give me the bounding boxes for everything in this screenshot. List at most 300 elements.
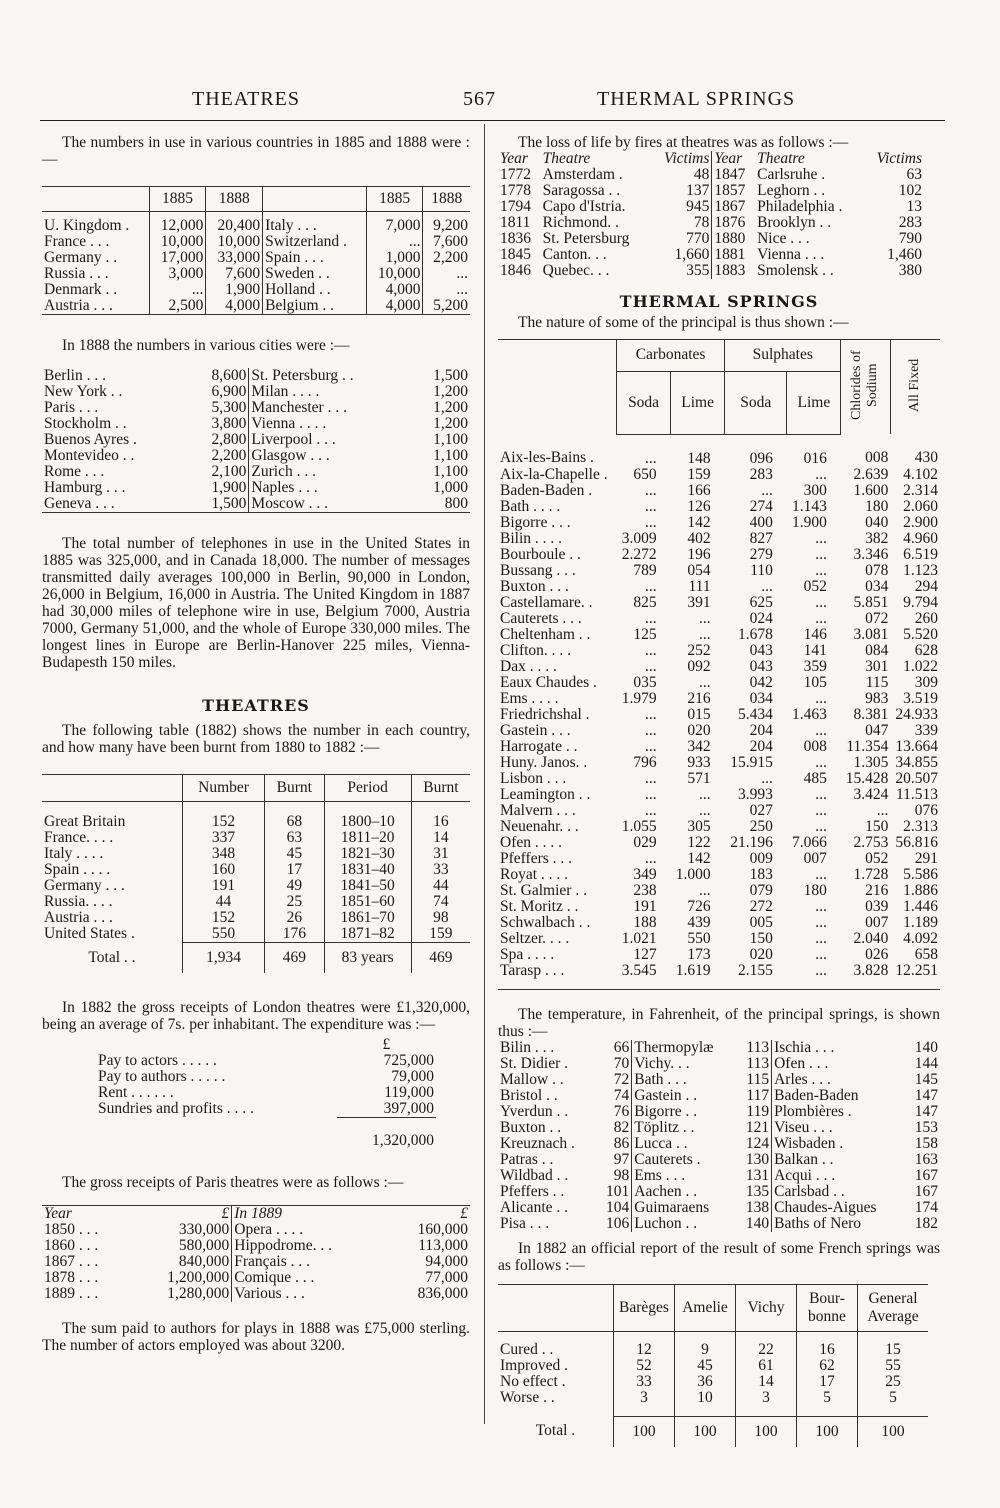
table-cell: 024: [749, 609, 773, 627]
table-cell: 789: [633, 561, 657, 579]
total-row: [498, 1416, 928, 1447]
table-row: [42, 234, 470, 250]
table-cell: [42, 187, 149, 212]
intro-cities: In 1888 the numbers in various cities were :—: [62, 337, 350, 354]
table-cell: 20,400: [206, 212, 263, 235]
running-head-left: THEATRES: [192, 88, 300, 110]
column-header: Burnt: [265, 775, 324, 802]
table-row: [498, 739, 940, 755]
table-cell: 035: [633, 673, 657, 691]
table-cell: Liverpool . . .: [249, 432, 411, 448]
table-cell: 159: [687, 465, 711, 483]
table-cell: St. Didier .: [500, 1054, 569, 1072]
table-cell: Belgium . .: [263, 298, 367, 315]
table-cell: 005: [749, 913, 773, 931]
table-cell: Switzerland .: [263, 234, 367, 250]
table-cell: 117: [746, 1086, 770, 1104]
table-cell: Glasgow . . .: [249, 448, 411, 464]
table-cell: Manchester . . .: [249, 400, 411, 416]
table-cell: 836,000: [417, 1285, 468, 1302]
table-cell: ...: [644, 737, 657, 755]
table-row: [42, 496, 470, 513]
table-cell: Spain . . .: [263, 250, 367, 266]
table-cell: 1.189: [903, 913, 938, 931]
chlorides-header: Chlorides of Sodium: [848, 350, 880, 420]
total-row: [96, 1118, 436, 1159]
table-row: [42, 448, 470, 464]
total-cell: 469: [411, 943, 470, 974]
table-row: [498, 231, 924, 247]
table-cell: 260: [914, 609, 938, 627]
table-row: [498, 247, 924, 263]
column-header: Period: [324, 775, 411, 802]
table-cell: ...: [644, 481, 657, 499]
table-cell: 8,600: [211, 367, 247, 384]
table-cell: 204: [749, 721, 773, 739]
table-cell: 124: [745, 1134, 770, 1152]
table-cell: 1.446: [903, 897, 938, 915]
table-cell: 1851–60: [324, 894, 411, 910]
table-row: [498, 979, 940, 990]
table-cell: Vichy. . .: [632, 1056, 737, 1072]
table-cell: 1.143: [792, 497, 827, 515]
table-cell: 1,500: [211, 495, 247, 512]
table-cell: New York . .: [44, 383, 123, 400]
table-row: [42, 910, 470, 926]
table-header-row: [96, 1037, 436, 1053]
table-cell: Malvern . . .: [500, 801, 576, 819]
table-cell: [96, 1118, 337, 1159]
table-cell: Naples . . .: [249, 480, 411, 496]
table-cell: 5,200: [423, 298, 470, 315]
column-group-header: Carbonates: [617, 340, 725, 372]
table-cell: 1845: [500, 246, 531, 263]
table-cell: Rome . . .: [44, 463, 105, 480]
table-cell: Leghorn . .: [757, 182, 826, 199]
table-cell: 140: [914, 1038, 938, 1056]
table-cell: Moscow . . .: [249, 496, 411, 513]
table-cell: Stockholm . .: [44, 415, 127, 432]
table-cell: Aachen . .: [632, 1184, 737, 1200]
table-cell: 043: [749, 641, 773, 659]
table-cell: 348: [182, 846, 264, 862]
table-cell: 301: [865, 657, 889, 675]
column-header: Theatre: [542, 150, 591, 167]
table-cell: Montevideo . .: [44, 447, 135, 464]
table-cell: Austria . . .: [44, 297, 113, 314]
table-cell: Français . . .: [232, 1254, 388, 1270]
table-cell: 74: [613, 1086, 630, 1104]
table-cell: 56.816: [895, 833, 938, 851]
table-cell: 44: [182, 894, 264, 910]
table-cell: 291: [914, 849, 938, 867]
table-cell: Gastein . . .: [500, 721, 571, 739]
header-rule: [40, 120, 945, 121]
table-cell: 2.314: [903, 481, 938, 499]
table-cell: 5.851: [853, 593, 889, 611]
table-cell: ...: [761, 769, 773, 787]
column-header: [841, 340, 891, 435]
running-head-right: THERMAL SPRINGS: [597, 88, 796, 110]
table-cell: 1.979: [621, 689, 657, 707]
table-cell: 2.639: [853, 465, 889, 483]
table-cell: ...: [698, 785, 711, 803]
table-cell: 4,000: [366, 298, 423, 315]
table-cell: 1871–82: [324, 926, 411, 943]
table-cell: 33: [411, 862, 470, 878]
table-cell: Ofen . . . .: [500, 833, 562, 851]
table-cell: Vienna . . .: [757, 246, 825, 263]
table-cell: 337: [182, 830, 264, 846]
table-cell: 3,000: [149, 266, 206, 282]
table-cell: Pfeffers . . .: [500, 849, 573, 867]
table-cell: 135: [745, 1182, 770, 1200]
table-cell: Cauterets . . .: [500, 609, 582, 627]
table-cell: Thermopylæ: [632, 1040, 737, 1056]
table-row: [498, 1374, 928, 1390]
table-row: [42, 212, 470, 235]
table-row: [498, 199, 924, 215]
table-cell: 2,200: [211, 447, 247, 464]
table-row: [498, 835, 940, 851]
table-cell: 550: [182, 926, 264, 943]
table-cell: 4,000: [206, 298, 263, 315]
table-cell: 1811: [500, 214, 531, 231]
table-cell: 355: [686, 262, 710, 279]
table-cell: 007: [865, 913, 889, 931]
table-cell: [498, 371, 617, 434]
table-cell: 1,200: [433, 415, 468, 432]
table-cell: ...: [149, 282, 206, 298]
table-cell: 342: [687, 737, 711, 755]
table-cell: 127: [633, 945, 657, 963]
table-cell: 1,100: [433, 447, 468, 464]
table-cell: 48: [693, 166, 710, 183]
table-cell: Wisbaden .: [772, 1136, 906, 1152]
table-cell: 1867: [712, 199, 755, 215]
table-row: [42, 368, 470, 384]
table-cell: 62: [797, 1358, 858, 1374]
table-cell: ...: [644, 705, 657, 723]
table-cell: 1.619: [675, 961, 711, 979]
table-cell: 628: [914, 641, 938, 659]
table-cell: ...: [815, 785, 827, 803]
table-cell: 026: [865, 945, 889, 963]
table-row: [498, 1390, 928, 1417]
french-results-table: [498, 1284, 928, 1447]
table-cell: 1.055: [621, 817, 657, 835]
table-cell: 339: [914, 721, 938, 739]
table-cell: Neuenahr. . .: [500, 817, 579, 835]
table-cell: 725,000: [383, 1052, 434, 1069]
table-cell: ...: [815, 817, 827, 835]
table-cell: Eaux Chaudes .: [500, 673, 597, 691]
table-cell: Canton. . .: [542, 246, 607, 263]
paris-table: [42, 1205, 470, 1302]
table-cell: Worse . .: [500, 1388, 555, 1406]
table-row: [498, 1200, 940, 1216]
table-row: [498, 659, 940, 675]
table-row: [42, 846, 470, 862]
table-cell: 70: [613, 1054, 630, 1072]
table-cell: ...: [644, 801, 657, 819]
table-cell: 86: [613, 1134, 630, 1152]
table-cell: Bourboule . .: [500, 545, 581, 563]
table-cell: 274: [749, 497, 773, 515]
table-cell: 650: [633, 465, 657, 483]
table-row: [498, 515, 940, 531]
table-cell: 034: [749, 689, 773, 707]
table-cell: 8.381: [853, 705, 889, 723]
table-cell: Nice . . .: [757, 230, 810, 247]
table-cell: 147: [914, 1086, 938, 1104]
table-cell: 3: [614, 1390, 675, 1417]
intro-countries: The numbers in use in various countries in 1885 and 1888 were :—: [42, 134, 470, 168]
table-row: [42, 464, 470, 480]
table-row: [42, 298, 470, 315]
table-cell: 430: [914, 449, 938, 467]
table-cell: Pay to authors . . . . .: [98, 1068, 226, 1085]
table-row: [42, 432, 470, 448]
table-cell: ...: [815, 561, 827, 579]
table-cell: 142: [687, 513, 711, 531]
table-cell: 020: [687, 721, 711, 739]
table-cell: 294: [914, 577, 938, 595]
table-cell: 1,000: [433, 479, 468, 496]
table-cell: 167: [914, 1182, 938, 1200]
table-cell: 15: [858, 1331, 929, 1358]
column-header: Year: [500, 150, 528, 167]
table-cell: Sweden . .: [263, 266, 367, 282]
table-cell: ...: [815, 721, 827, 739]
table-cell: Tarasp . . .: [500, 961, 565, 979]
burnt-table: [42, 774, 470, 973]
table-cell: 101: [606, 1182, 630, 1200]
table-cell: 7,000: [366, 212, 423, 235]
table-cell: ...: [815, 945, 827, 963]
table-cell: Harrogate . .: [500, 737, 578, 755]
table-cell: Improved .: [500, 1356, 569, 1374]
table-row: [42, 416, 470, 432]
table-cell: Balkan . .: [772, 1152, 906, 1168]
table-cell: 9,200: [423, 212, 470, 235]
table-cell: 4,000: [366, 282, 423, 298]
table-cell: 1.728: [853, 865, 889, 883]
total-cell: Total .: [535, 1422, 576, 1440]
table-cell: 191: [182, 878, 264, 894]
table-row: [42, 250, 470, 266]
table-cell: 173: [687, 945, 711, 963]
table-cell: 009: [749, 849, 773, 867]
table-cell: 9: [675, 1331, 736, 1358]
fires-table: [498, 151, 924, 279]
table-cell: 252: [687, 641, 711, 659]
table-cell: Chaudes-Aigues: [772, 1200, 906, 1216]
table-row: [498, 531, 940, 547]
table-row: [498, 1216, 940, 1232]
table-row: [498, 1072, 940, 1088]
table-row: [498, 803, 940, 819]
table-cell: 33: [614, 1374, 675, 1390]
table-row: [42, 878, 470, 894]
table-cell: Ischia . . .: [772, 1040, 906, 1056]
table-cell: Spa . . . .: [500, 945, 555, 963]
table-cell: 4.960: [903, 529, 938, 547]
table-cell: Richmond. .: [542, 214, 619, 231]
table-cell: 1880: [712, 231, 755, 247]
table-cell: ...: [815, 593, 827, 611]
table-cell: Rent . . . . . .: [98, 1084, 174, 1101]
table-row: [498, 499, 940, 515]
table-row: [498, 1168, 940, 1184]
table-cell: 7,600: [423, 234, 470, 250]
table-cell: 10: [675, 1390, 736, 1417]
temperature-table: [498, 1040, 940, 1232]
table-cell: ...: [644, 641, 657, 659]
table-cell: 382: [865, 529, 889, 547]
table-cell: ...: [423, 282, 470, 298]
cities-table: [42, 368, 470, 513]
table-cell: France. . . .: [44, 829, 114, 846]
table-row: [498, 547, 940, 563]
table-row: [498, 771, 940, 787]
table-cell: ...: [815, 753, 827, 771]
column-header: General Average: [858, 1284, 929, 1331]
table-cell: 283: [749, 465, 773, 483]
table-cell: 3.009: [621, 529, 657, 547]
table-cell: 55: [858, 1358, 929, 1374]
table-cell: 1794: [500, 198, 531, 215]
column-header: In 1889: [232, 1206, 388, 1223]
table-cell: 9.794: [903, 593, 938, 611]
table-cell: France . . .: [44, 233, 110, 250]
table-row: [498, 867, 940, 883]
table-cell: 439: [687, 913, 711, 931]
column-header: 1885: [366, 187, 423, 212]
table-cell: 160: [182, 862, 264, 878]
table-cell: 1778: [500, 182, 531, 199]
table-cell: 1889 . . .: [44, 1285, 99, 1302]
table-row: [498, 723, 940, 739]
table-row: [42, 266, 470, 282]
table-row: [498, 883, 940, 899]
table-cell: 1,500: [433, 367, 468, 384]
table-cell: 1850 . . .: [44, 1221, 99, 1238]
table-cell: 122: [687, 833, 711, 851]
table-cell: Alicante . .: [500, 1198, 569, 1216]
table-cell: ...: [761, 481, 773, 499]
table-cell: 158: [914, 1134, 938, 1152]
table-cell: 1857: [712, 183, 755, 199]
table-row: [498, 183, 924, 199]
table-cell: ...: [761, 577, 773, 595]
table-cell: ...: [815, 465, 827, 483]
total-cell: 100: [675, 1416, 736, 1447]
table-cell: St. Petersburg: [542, 230, 630, 247]
table-cell: 97: [613, 1150, 630, 1168]
table-cell: 279: [749, 545, 773, 563]
table-cell: 1,900: [206, 282, 263, 298]
table-cell: 61: [736, 1358, 797, 1374]
table-header-row: [498, 340, 940, 372]
table-cell: Dax . . . .: [500, 657, 557, 675]
table-cell: United States .: [44, 925, 135, 943]
table-cell: 2,100: [211, 463, 247, 480]
table-cell: Gastein . .: [632, 1088, 737, 1104]
table-row: [96, 1069, 436, 1085]
table-cell: Opera . . . .: [232, 1222, 388, 1238]
table-cell: ...: [815, 897, 827, 915]
table-row: [42, 1238, 470, 1254]
column-header: 1885: [149, 187, 206, 212]
thermal-springs-title: THERMAL SPRINGS: [619, 292, 819, 311]
table-row: [498, 167, 924, 183]
table-cell: 1,460: [887, 246, 922, 263]
table-cell: 1,000: [366, 250, 423, 266]
table-cell: 840,000: [178, 1253, 230, 1270]
table-cell: 1821–30: [324, 846, 411, 862]
table-cell: 148: [687, 449, 711, 467]
table-cell: ...: [815, 865, 827, 883]
table-cell: ...: [644, 449, 657, 467]
table-row: [498, 1331, 928, 1358]
table-cell: [96, 1037, 337, 1053]
table-cell: 5,300: [211, 399, 247, 416]
table-cell: 008: [865, 449, 889, 467]
table-cell: 180: [803, 881, 827, 899]
table-cell: 216: [865, 881, 889, 899]
table-cell: 1.305: [853, 753, 889, 771]
table-row: [42, 400, 470, 416]
table-cell: 7,600: [206, 266, 263, 282]
table-row: [498, 215, 924, 231]
table-cell: 113,000: [418, 1237, 468, 1254]
table-cell: 359: [803, 657, 827, 675]
table-cell: Buxton . . .: [500, 577, 569, 595]
table-cell: 104: [606, 1198, 630, 1216]
total-cell: 469: [265, 943, 324, 974]
table-cell: 160,000: [417, 1221, 468, 1238]
column-group-header: Sulphates: [725, 340, 841, 372]
table-cell: 1.886: [903, 881, 938, 899]
table-cell: 10,000: [366, 266, 423, 282]
table-cell: ...: [698, 881, 711, 899]
table-cell: Geneva . . .: [44, 495, 115, 512]
table-cell: 5: [797, 1390, 858, 1417]
table-row: [498, 1358, 928, 1374]
table-cell: Ems . . . .: [500, 689, 559, 707]
table-row: [42, 1286, 470, 1302]
london-receipts-paragraph: In 1882 the gross receipts of London theatres were £1,320,000, being an average of 7s. per inhabitant. The expenditure was :—: [42, 999, 470, 1033]
column-header: Theatre: [757, 150, 805, 167]
table-cell: 25: [265, 894, 324, 910]
table-cell: 82: [613, 1118, 630, 1136]
total-cell: 1,320,000: [337, 1118, 436, 1159]
table-cell: 2.155: [738, 961, 773, 979]
table-cell: 309: [914, 673, 938, 691]
table-cell: Berlin . . .: [44, 367, 106, 384]
table-cell: Aix-les-Bains .: [500, 449, 594, 467]
table-cell: 33,000: [206, 250, 263, 266]
table-cell: 13.664: [895, 737, 938, 755]
table-cell: 180: [865, 497, 889, 515]
table-cell: 096: [749, 449, 773, 467]
table-row: [498, 915, 940, 931]
table-cell: St. Moritz . .: [500, 897, 579, 915]
table-cell: 1876: [712, 215, 755, 231]
column-header: Burnt: [411, 775, 470, 802]
table-cell: 550: [687, 929, 711, 947]
